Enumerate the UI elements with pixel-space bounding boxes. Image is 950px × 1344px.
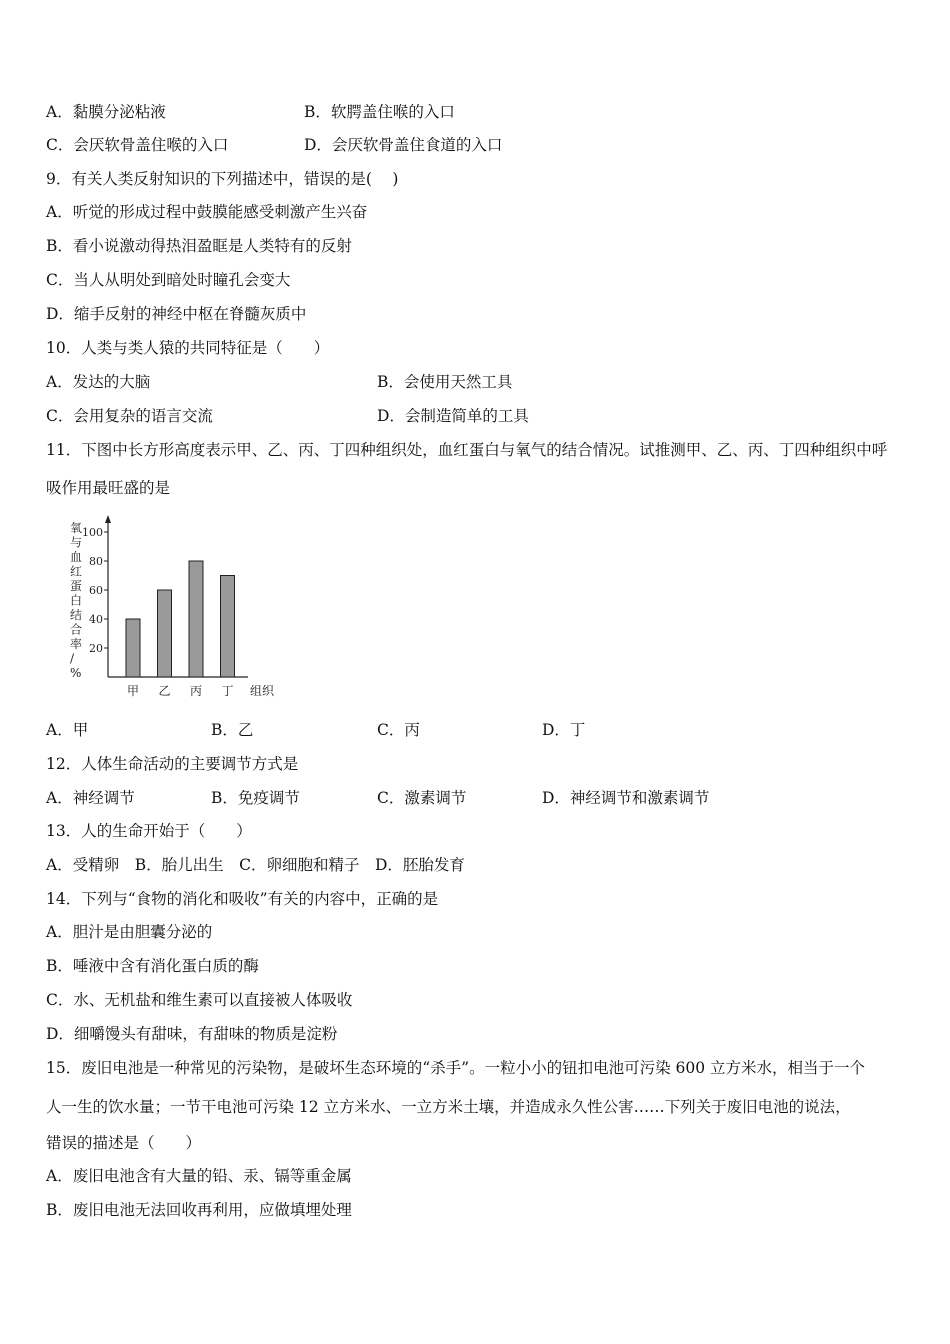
q9-option-b: B．看小说激动得热泪盈眶是人类特有的反射 [46,237,352,255]
q15-stem-line2: 人一生的饮水量；一节干电池可污染 12 立方米水、一立方米土壤，并造成永久性公害……下列关于废旧电池的说法， [46,1098,851,1116]
q12-option-b: B．免疫调节 [211,789,300,807]
y-tick-label: 60 [89,584,103,597]
q10-stem: 10．人类与类人猿的共同特征是（ ） [46,339,330,357]
q15-option-b: B．废旧电池无法回收再利用，应做填埋处理 [46,1201,352,1219]
q12-option-d: D．神经调节和激素调节 [542,789,710,807]
q8-option-a: A．黏膜分泌粘液 [46,103,166,121]
category-label: 乙 [158,684,171,698]
y-tick-label: 80 [89,555,103,568]
category-label: 丁 [221,684,234,698]
bar-3 [189,561,203,677]
category-label: 甲 [126,684,140,698]
bar-2 [158,590,172,677]
q14-option-a: A．胆汁是由胆囊分泌的 [46,923,213,941]
q8-option-c: C．会厌软骨盖住喉的入口 [46,136,229,154]
y-tick-label: 20 [89,642,103,655]
q9-stem: 9．有关人类反射知识的下列描述中，错误的是( ) [46,170,399,188]
q11-option-a: A．甲 [46,721,89,739]
q13-options: A．受精卵 B．胎儿出生 C．卵细胞和精子 D．胚胎发育 [46,856,465,874]
q11-option-c: C．丙 [377,721,420,739]
y-tick-label: 40 [89,613,103,626]
category-label: 丙 [189,684,203,698]
q14-option-d: D．细嚼馒头有甜味，有甜味的物质是淀粉 [46,1025,338,1043]
q12-option-a: A．神经调节 [46,789,135,807]
q11-option-d: D．丁 [542,721,586,739]
bar-1 [126,619,140,677]
q8-option-d: D．会厌软骨盖住食道的入口 [304,136,503,154]
q10-option-b: B．会使用天然工具 [377,373,513,391]
q12-stem: 12．人体生命活动的主要调节方式是 [46,755,299,773]
q10-option-d: D．会制造简单的工具 [377,407,529,425]
q15-stem-line3: 错误的描述是（ ） [46,1134,202,1152]
q14-option-c: C．水、无机盐和维生素可以直接被人体吸收 [46,991,353,1009]
q10-option-a: A．发达的大脑 [46,373,151,391]
q9-option-d: D．缩手反射的神经中枢在脊髓灰质中 [46,305,307,323]
q15-option-a: A．废旧电池含有大量的铅、汞、镉等重金属 [46,1167,352,1185]
chart-y-axis-arrow [105,515,111,523]
q9-option-c: C．当人从明处到暗处时瞳孔会变大 [46,271,291,289]
q11-option-b: B．乙 [211,721,254,739]
q13-stem: 13．人的生命开始于（ ） [46,822,252,840]
y-tick-label: 100 [82,526,103,539]
q14-stem: 14．下列与“食物的消化和吸收”有关的内容中，正确的是 [46,890,439,908]
q12-option-c: C．激素调节 [377,789,467,807]
q15-stem-line1: 15．废旧电池是一种常见的污染物，是破坏生态环境的“杀手”。一粒小小的钮扣电池可污染 600 立方米水，相当于一个 [46,1059,866,1077]
q8-option-b: B．软腭盖住喉的入口 [304,103,455,121]
q14-option-b: B．唾液中含有消化蛋白质的酶 [46,957,259,975]
chart-y-axis-label: 氧与血红蛋白结合率/ % [70,521,83,680]
q11-stem-line1: 11．下图中长方形高度表示甲、乙、丙、丁四种组织处，血红蛋白与氧气的结合情况。试推测甲、乙、丙、丁四种组织中呼 [46,441,888,459]
bar-4 [221,576,235,678]
q11-stem-line2: 吸作用最旺盛的是 [46,479,171,497]
q9-option-a: A．听觉的形成过程中鼓膜能感受刺激产生兴奋 [46,203,368,221]
oxygen-binding-bar-chart [60,512,300,707]
q10-option-c: C．会用复杂的语言交流 [46,407,213,425]
chart-x-axis-label: 组织 [250,684,275,698]
